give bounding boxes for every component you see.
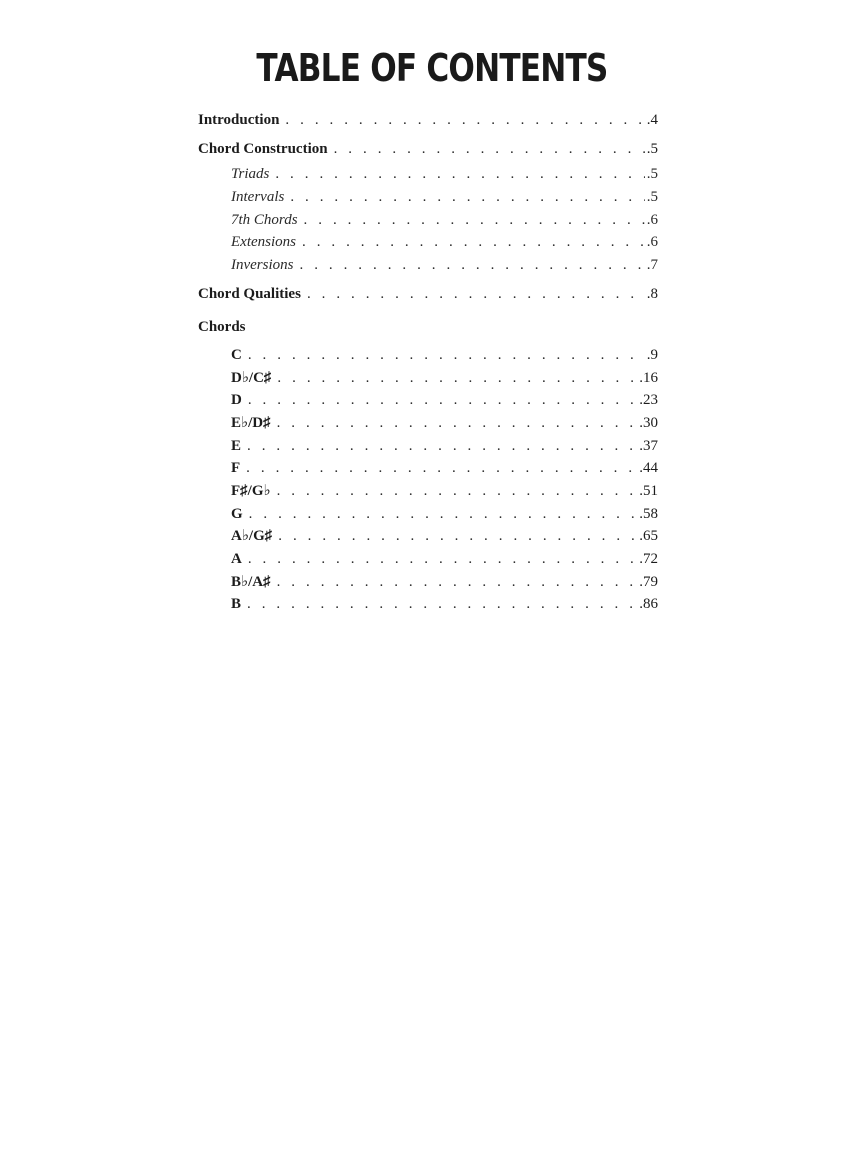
toc-page-number: .65 bbox=[639, 528, 658, 544]
toc-page-number: .58 bbox=[639, 506, 658, 522]
toc-page-number: .86 bbox=[639, 596, 658, 612]
toc-entry-label: C bbox=[231, 347, 242, 363]
dot-leader bbox=[247, 436, 637, 456]
dot-leader bbox=[300, 255, 645, 275]
toc-entry-label: A♭/G♯ bbox=[231, 528, 273, 544]
toc-entry-chord-qualities[interactable] bbox=[198, 284, 658, 304]
dot-leader bbox=[247, 594, 637, 614]
toc-page-number: .7 bbox=[646, 257, 658, 273]
toc-entry-label: E♭/D♯ bbox=[231, 415, 271, 431]
dot-leader bbox=[248, 345, 645, 365]
toc-subentry-7th-chords[interactable] bbox=[231, 210, 658, 230]
toc-page-number: .4 bbox=[646, 112, 658, 128]
dot-leader bbox=[249, 504, 638, 524]
toc-entry-label: A bbox=[231, 551, 242, 567]
toc-entry-label: D bbox=[231, 392, 242, 408]
toc-entry-label: Triads bbox=[231, 166, 270, 182]
toc-page-number: .37 bbox=[639, 438, 658, 454]
toc-entry-label: D♭/C♯ bbox=[231, 370, 272, 386]
toc-entry-label: Inversions bbox=[231, 257, 294, 273]
toc-heading-chords: Chords bbox=[198, 319, 246, 335]
toc-entry-label: Chord Construction bbox=[198, 141, 328, 157]
dot-leader bbox=[248, 390, 637, 410]
toc-entry-label: 7th Chords bbox=[231, 212, 298, 228]
toc-page-number: .79 bbox=[639, 574, 658, 590]
toc-page-number: .72 bbox=[639, 551, 658, 567]
toc-chord-bb-asharp[interactable] bbox=[231, 572, 658, 592]
toc-entry-label: G bbox=[231, 506, 243, 522]
dot-leader bbox=[248, 549, 637, 569]
toc-page-number: .6 bbox=[646, 212, 658, 228]
toc-page-number: .5 bbox=[646, 141, 658, 157]
toc-subentry-triads[interactable] bbox=[231, 164, 658, 184]
dot-leader bbox=[307, 284, 645, 304]
toc-chord-a[interactable] bbox=[231, 549, 658, 569]
dot-leader bbox=[290, 187, 644, 207]
toc-page-number: .44 bbox=[639, 460, 658, 476]
toc-chord-ab-gsharp[interactable] bbox=[231, 526, 658, 546]
toc-chord-d[interactable] bbox=[231, 390, 658, 410]
toc-subentry-inversions[interactable] bbox=[231, 255, 658, 275]
toc-chord-c[interactable] bbox=[231, 345, 658, 365]
toc-entry-label: F bbox=[231, 460, 241, 476]
toc-page-number: .6 bbox=[646, 234, 658, 250]
dot-leader bbox=[275, 164, 644, 184]
toc-page-number: .9 bbox=[646, 347, 658, 363]
toc-subentry-extensions[interactable] bbox=[231, 232, 658, 252]
page-title: TABLE OF CONTENTS bbox=[256, 46, 608, 90]
toc-chord-fsharp-gb[interactable] bbox=[231, 481, 658, 501]
toc-page-number: .23 bbox=[639, 392, 658, 408]
toc-page-number: .30 bbox=[639, 415, 658, 431]
toc-entry-label: F♯/G♭ bbox=[231, 483, 271, 499]
toc-chord-eb-dsharp[interactable] bbox=[231, 413, 658, 433]
toc-entry-introduction[interactable] bbox=[198, 110, 658, 130]
toc-chord-g[interactable] bbox=[231, 504, 658, 524]
dot-leader bbox=[278, 526, 637, 546]
dot-leader bbox=[277, 572, 638, 592]
dot-leader bbox=[285, 110, 644, 130]
toc-chord-e[interactable] bbox=[231, 436, 658, 456]
toc-entry-label: E bbox=[231, 438, 242, 454]
toc-page-number: .8 bbox=[646, 286, 658, 302]
toc-chord-b[interactable] bbox=[231, 594, 658, 614]
dot-leader bbox=[277, 368, 637, 388]
toc-subentry-intervals[interactable] bbox=[231, 187, 658, 207]
dot-leader bbox=[302, 232, 645, 252]
toc-page-number: .51 bbox=[639, 483, 658, 499]
dot-leader bbox=[334, 139, 645, 159]
toc-chord-db-csharp[interactable] bbox=[231, 368, 658, 388]
toc-entry-label: Extensions bbox=[231, 234, 296, 250]
toc-page-number: .5 bbox=[646, 189, 658, 205]
toc-entry-label: B bbox=[231, 596, 242, 612]
toc-entry-label: Chord Qualities bbox=[198, 286, 301, 302]
toc-entry-chord-construction[interactable] bbox=[198, 139, 658, 159]
toc-page-number: .16 bbox=[639, 370, 658, 386]
toc-entry-label: Intervals bbox=[231, 189, 285, 205]
toc-entry-label: Introduction bbox=[198, 112, 280, 128]
dot-leader bbox=[246, 458, 637, 478]
toc-page-number: .5 bbox=[646, 166, 658, 182]
toc-entry-label: B♭/A♯ bbox=[231, 574, 271, 590]
dot-leader bbox=[304, 210, 645, 230]
dot-leader bbox=[277, 413, 638, 433]
toc-chord-f[interactable] bbox=[231, 458, 658, 478]
dot-leader bbox=[277, 481, 638, 501]
